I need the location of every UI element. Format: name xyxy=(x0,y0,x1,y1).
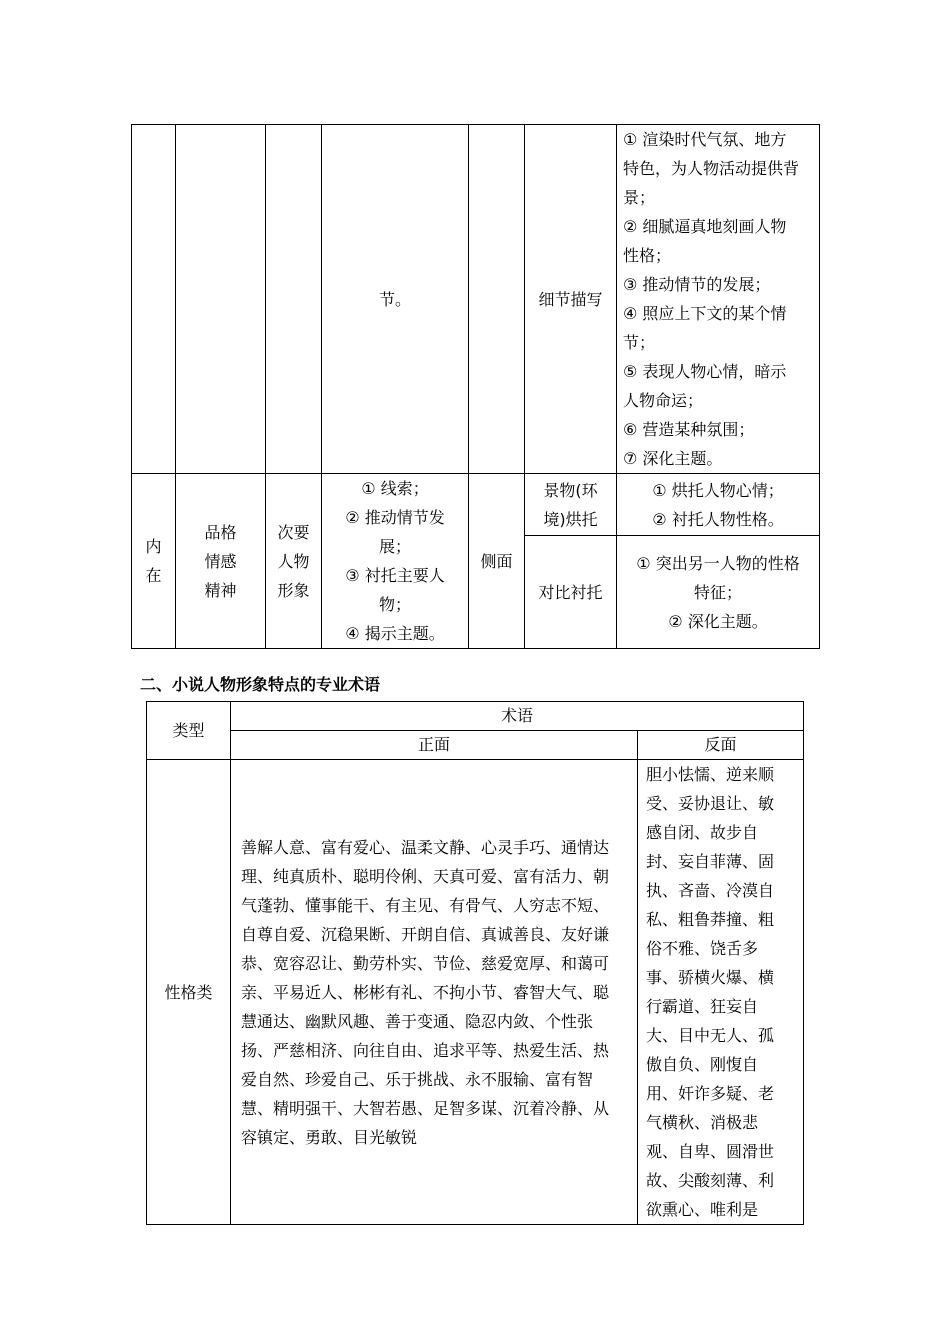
detail-effect-line: 景； xyxy=(623,188,656,207)
quality-line: 精神 xyxy=(204,580,237,600)
detail-effect-line: 人物命运； xyxy=(623,391,704,410)
negative-term-line: 傲自负、刚愎自 xyxy=(646,1055,759,1074)
detail-effect-line: ① 渲染时代气氛、地方 xyxy=(623,130,787,149)
terminology-table xyxy=(146,701,804,1225)
secondary-character-cell xyxy=(266,474,322,649)
scenery-effect-line: ① 烘托人物心情； xyxy=(652,480,784,500)
contrast-label-cell xyxy=(525,536,617,649)
quality-cell xyxy=(176,474,266,649)
detail-effect-line: 性格； xyxy=(623,246,672,265)
contrast-effect-line: ① 突出另一人物的性格 xyxy=(636,553,800,573)
negative-term-line: 行霸道、狂妄自 xyxy=(646,997,759,1016)
negative-term-line: 气横秋、消极悲 xyxy=(646,1113,759,1132)
header-term-cell xyxy=(231,702,804,731)
negative-term-line: 事、骄横火爆、横 xyxy=(646,968,775,987)
secondary-function-line: 展； xyxy=(378,537,411,556)
scenery-contrast-label-cell xyxy=(525,474,617,536)
positive-terms-cell xyxy=(231,760,638,1225)
scenery-effects-cell xyxy=(617,474,820,536)
header-type: 类型 xyxy=(172,720,205,740)
positive-term-line: 气蓬勃、懂事能干、有主见、有骨气、人穷志不短、 xyxy=(241,895,610,915)
table2-header-row-2 xyxy=(147,731,804,760)
positive-term-line: 自尊自爱、沉稳果断、开朗自信、真诚善良、友好谦 xyxy=(241,924,610,944)
detail-effect-line: ⑥ 营造某种氛围； xyxy=(623,420,755,439)
header-positive: 正面 xyxy=(417,735,450,754)
positive-term-line: 理、纯真质朴、聪明伶俐、天真可爱、富有活力、朝 xyxy=(241,866,610,886)
table1-r1-c6 xyxy=(525,125,617,474)
negative-term-line: 私、粗鲁莽撞、粗 xyxy=(646,910,775,929)
scenery-label-line: 境)烘托 xyxy=(543,509,598,529)
scenery-label-line: 景物(环 xyxy=(543,480,598,500)
table1-row-detail xyxy=(132,125,820,474)
personality-label: 性格类 xyxy=(164,982,213,1002)
negative-term-line: 感自闭、故步自 xyxy=(646,823,759,842)
header-negative-cell xyxy=(638,731,804,760)
detail-effect-line: ④ 照应上下文的某个情 xyxy=(623,304,787,323)
secondary-function-line: ① 线索； xyxy=(361,479,429,498)
detail-effect-line: 节； xyxy=(623,333,656,352)
detail-effect-line: ⑤ 表现人物心情，暗示 xyxy=(623,362,787,381)
side-description-label: 侧面 xyxy=(480,551,513,571)
secondary-character-line: 形象 xyxy=(277,580,310,600)
positive-term-line: 恭、宽容忍让、勤劳朴实、节俭、慈爱宽厚、和蔼可 xyxy=(241,953,610,973)
negative-term-line: 胆小怯懦、逆来顺 xyxy=(646,765,775,784)
positive-term-line: 容镇定、勇敢、目光敏锐 xyxy=(241,1127,418,1147)
detail-effect-line: ③ 推动情节的发展； xyxy=(623,275,771,294)
contrast-effect-line: ② 深化主题。 xyxy=(668,611,768,631)
secondary-functions-cell xyxy=(322,474,469,649)
table1-r1-c5 xyxy=(469,125,525,474)
detail-effect-line: ② 细腻逼真地刻画人物 xyxy=(623,217,787,236)
negative-term-line: 大、目中无人、孤 xyxy=(646,1026,775,1045)
positive-term-line: 慧通达、幽默风趣、善于变通、隐忍内敛、个性张 xyxy=(241,1011,594,1031)
category-line: 内 xyxy=(145,537,162,556)
contrast-effect-line: 特征； xyxy=(693,582,742,602)
secondary-function-line: ③ 衬托主要人 xyxy=(345,566,445,585)
negative-terms-cell xyxy=(638,760,804,1225)
table1-row-inner-a xyxy=(132,474,820,536)
secondary-character-line: 次要 xyxy=(277,522,310,542)
detail-effects-cell xyxy=(617,125,820,474)
secondary-function-line: ② 推动情节发 xyxy=(345,508,445,527)
negative-term-line: 受、妥协退让、敏 xyxy=(646,794,775,813)
contrast-label: 对比衬托 xyxy=(538,582,603,602)
personality-label-cell xyxy=(147,760,231,1225)
table2-header-row-1 xyxy=(147,702,804,731)
header-type-cell xyxy=(147,702,231,760)
detail-effect-line: 特色，为人物活动提供背 xyxy=(623,159,800,178)
positive-term-line: 爱自然、珍爱自己、乐于挑战、永不服输、富有智 xyxy=(241,1069,594,1089)
negative-term-line: 观、自卑、圆滑世 xyxy=(646,1142,775,1161)
secondary-function-line: 物； xyxy=(378,595,411,614)
secondary-function-line: ④ 揭示主题。 xyxy=(345,624,445,643)
positive-term-line: 亲、平易近人、彬彬有礼、不拘小节、睿智大气、聪 xyxy=(241,982,610,1002)
function-text-continued: 节。 xyxy=(378,289,411,309)
table1-r1-c1 xyxy=(132,125,176,474)
personality-row xyxy=(147,760,804,1225)
positive-term-line: 善解人意、富有爱心、温柔文静、心灵手巧、通情达 xyxy=(241,837,610,857)
table1-r1-c4 xyxy=(322,125,469,474)
negative-term-line: 故、尖酸刻薄、利 xyxy=(646,1171,775,1190)
quality-line: 情感 xyxy=(204,551,237,571)
table1-r1-c2 xyxy=(176,125,266,474)
side-description-cell xyxy=(469,474,525,649)
header-negative: 反面 xyxy=(704,735,737,754)
category-line: 在 xyxy=(145,566,162,585)
negative-term-line: 用、奸诈多疑、老 xyxy=(646,1084,775,1103)
detail-effect-line: ⑦ 深化主题。 xyxy=(623,449,723,468)
positive-term-line: 扬、严慈相济、向往自由、追求平等、热爱生活、热 xyxy=(241,1040,610,1060)
negative-term-line: 欲熏心、唯利是 xyxy=(646,1200,759,1219)
category-inner-cell xyxy=(132,474,176,649)
negative-term-line: 执、吝啬、冷漠自 xyxy=(646,881,775,900)
header-positive-cell xyxy=(231,731,638,760)
section-heading: 二、小说人物形象特点的专业术语 xyxy=(140,675,381,694)
positive-term-line: 慧、精明强干、大智若愚、足智多谋、沉着冷静、从 xyxy=(241,1098,610,1118)
scenery-effect-line: ② 衬托人物性格。 xyxy=(652,509,784,529)
character-methods-table xyxy=(131,124,820,649)
contrast-effects-cell xyxy=(617,536,820,649)
secondary-character-line: 人物 xyxy=(277,551,310,571)
quality-line: 品格 xyxy=(204,522,237,542)
header-term: 术语 xyxy=(501,706,534,725)
table1-r1-c3 xyxy=(266,125,322,474)
negative-term-line: 俗不雅、饶舌多 xyxy=(646,939,759,958)
method-label-detail: 细节描写 xyxy=(538,289,603,309)
negative-term-line: 封、妄自菲薄、固 xyxy=(646,852,775,871)
